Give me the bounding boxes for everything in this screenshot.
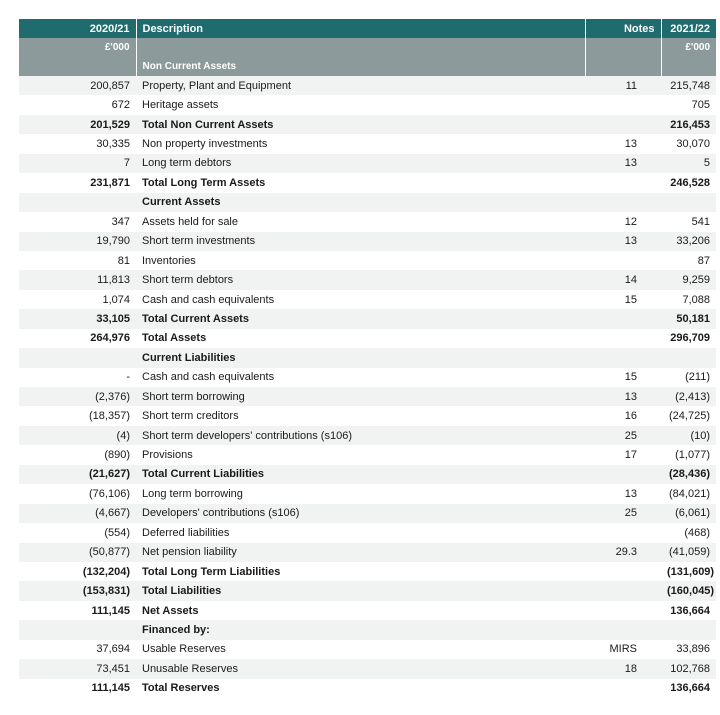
cell-description: Total Assets xyxy=(136,329,585,348)
table-row xyxy=(19,445,716,464)
cell-description: Net Assets xyxy=(136,601,585,620)
cell-prev-year: (132,204) xyxy=(19,562,136,581)
cell-curr-year: (10) xyxy=(661,426,716,445)
cell-description: Net pension liability xyxy=(136,543,585,562)
cell-notes xyxy=(585,115,661,134)
unit-curr-year: £'000 xyxy=(661,38,716,57)
cell-curr-year xyxy=(661,620,716,639)
cell-prev-year: 37,694 xyxy=(19,640,136,659)
cell-notes: 25 xyxy=(585,504,661,523)
cell-prev-year xyxy=(19,348,136,367)
cell-prev-year: 11,813 xyxy=(19,270,136,289)
cell-notes: 13 xyxy=(585,484,661,503)
cell-prev-year: (18,357) xyxy=(19,406,136,425)
cell-description: Cash and cash equivalents xyxy=(136,368,585,387)
cell-curr-year: (6,061) xyxy=(661,504,716,523)
balance-sheet-table xyxy=(19,19,716,698)
cell-notes: MIRS xyxy=(585,640,661,659)
cell-description: Total Current Liabilities xyxy=(136,465,585,484)
cell-prev-year xyxy=(19,193,136,212)
header-prev-year: 2020/21 xyxy=(19,19,136,38)
cell-notes xyxy=(585,173,661,192)
cell-notes: 13 xyxy=(585,134,661,153)
header-row xyxy=(19,19,716,38)
cell-prev-year: (153,831) xyxy=(19,581,136,600)
table-row xyxy=(19,134,716,153)
cell-description: Inventories xyxy=(136,251,585,270)
cell-curr-year: 33,896 xyxy=(661,640,716,659)
cell-prev-year: 33,105 xyxy=(19,309,136,328)
table-row xyxy=(19,620,716,639)
table-row xyxy=(19,95,716,114)
cell-description: Total Reserves xyxy=(136,679,585,698)
cell-prev-year: 111,145 xyxy=(19,679,136,698)
cell-notes: 25 xyxy=(585,426,661,445)
cell-curr-year: 9,259 xyxy=(661,270,716,289)
cell-description: Long term debtors xyxy=(136,154,585,173)
cell-description: Property, Plant and Equipment xyxy=(136,76,585,95)
table-row xyxy=(19,173,716,192)
cell-notes xyxy=(585,329,661,348)
cell-notes xyxy=(585,581,661,600)
cell-notes xyxy=(585,465,661,484)
cell-curr-year: 7,088 xyxy=(661,290,716,309)
cell-description: Non property investments xyxy=(136,134,585,153)
cell-curr-year: (84,021) xyxy=(661,484,716,503)
cell-description: Financed by: xyxy=(136,620,585,639)
cell-notes: 15 xyxy=(585,368,661,387)
cell-prev-year: (4,667) xyxy=(19,504,136,523)
cell-description: Short term creditors xyxy=(136,406,585,425)
cell-notes: 15 xyxy=(585,290,661,309)
cell-prev-year: 347 xyxy=(19,212,136,231)
cell-prev-year: (21,627) xyxy=(19,465,136,484)
cell-prev-year xyxy=(19,620,136,639)
table-row xyxy=(19,484,716,503)
cell-curr-year: (1,077) xyxy=(661,445,716,464)
table-row xyxy=(19,193,716,212)
cell-notes xyxy=(585,523,661,542)
cell-description: Total Non Current Assets xyxy=(136,115,585,134)
cell-description: Short term investments xyxy=(136,232,585,251)
cell-description: Short term borrowing xyxy=(136,387,585,406)
table-row xyxy=(19,348,716,367)
cell-description: Total Long Term Liabilities xyxy=(136,562,585,581)
table-row xyxy=(19,251,716,270)
cell-description: Total Current Assets xyxy=(136,309,585,328)
cell-prev-year: (50,877) xyxy=(19,543,136,562)
cell-description: Heritage assets xyxy=(136,95,585,114)
table-row xyxy=(19,290,716,309)
cell-prev-year: - xyxy=(19,368,136,387)
cell-curr-year: 136,664 xyxy=(661,601,716,620)
table-row xyxy=(19,504,716,523)
header-curr-year: 2021/22 xyxy=(661,19,716,38)
cell-curr-year: (131,609) xyxy=(661,562,716,581)
table-row xyxy=(19,659,716,678)
cell-notes xyxy=(585,348,661,367)
table-row xyxy=(19,523,716,542)
cell-description: Unusable Reserves xyxy=(136,659,585,678)
cell-description: Assets held for sale xyxy=(136,212,585,231)
cell-prev-year: 201,529 xyxy=(19,115,136,134)
cell-notes xyxy=(585,193,661,212)
cell-curr-year: 215,748 xyxy=(661,76,716,95)
table-row xyxy=(19,465,716,484)
cell-curr-year: 216,453 xyxy=(661,115,716,134)
header-description: Description xyxy=(136,19,585,38)
cell-notes xyxy=(585,601,661,620)
table-row xyxy=(19,329,716,348)
cell-prev-year: 73,451 xyxy=(19,659,136,678)
cell-curr-year: 705 xyxy=(661,95,716,114)
cell-description: Current Liabilities xyxy=(136,348,585,367)
unit-row xyxy=(19,38,716,57)
table-row xyxy=(19,76,716,95)
cell-curr-year: 33,206 xyxy=(661,232,716,251)
cell-prev-year: (4) xyxy=(19,426,136,445)
balance-sheet xyxy=(19,19,716,698)
cell-description: Long term borrowing xyxy=(136,484,585,503)
cell-prev-year: 264,976 xyxy=(19,329,136,348)
cell-notes xyxy=(585,620,661,639)
cell-curr-year: (211) xyxy=(661,368,716,387)
cell-curr-year: 102,768 xyxy=(661,659,716,678)
cell-curr-year: 50,181 xyxy=(661,309,716,328)
cell-prev-year: (890) xyxy=(19,445,136,464)
cell-curr-year xyxy=(661,348,716,367)
section-heading: Non Current Assets xyxy=(136,57,585,76)
cell-prev-year: (554) xyxy=(19,523,136,542)
cell-prev-year: 81 xyxy=(19,251,136,270)
cell-description: Developers' contributions (s106) xyxy=(136,504,585,523)
cell-prev-year: (76,106) xyxy=(19,484,136,503)
cell-notes xyxy=(585,679,661,698)
table-row xyxy=(19,309,716,328)
section-heading-row xyxy=(19,57,716,76)
cell-notes: 13 xyxy=(585,154,661,173)
cell-curr-year: 136,664 xyxy=(661,679,716,698)
table-row xyxy=(19,115,716,134)
table-row xyxy=(19,368,716,387)
table-row xyxy=(19,212,716,231)
cell-description: Current Assets xyxy=(136,193,585,212)
cell-notes xyxy=(585,95,661,114)
cell-description: Usable Reserves xyxy=(136,640,585,659)
cell-curr-year: (41,059) xyxy=(661,543,716,562)
table-row xyxy=(19,232,716,251)
table-row xyxy=(19,601,716,620)
cell-curr-year: 87 xyxy=(661,251,716,270)
cell-notes: 18 xyxy=(585,659,661,678)
cell-notes xyxy=(585,251,661,270)
table-body xyxy=(19,76,716,698)
header-notes: Notes xyxy=(585,19,661,38)
cell-notes: 13 xyxy=(585,232,661,251)
table-row xyxy=(19,581,716,600)
cell-curr-year: 296,709 xyxy=(661,329,716,348)
cell-curr-year: (160,045) xyxy=(661,581,716,600)
cell-description: Short term developers' contributions (s106) xyxy=(136,426,585,445)
cell-prev-year: 111,145 xyxy=(19,601,136,620)
cell-prev-year: 7 xyxy=(19,154,136,173)
cell-curr-year: 246,528 xyxy=(661,173,716,192)
cell-notes: 14 xyxy=(585,270,661,289)
cell-curr-year: 5 xyxy=(661,154,716,173)
table-row xyxy=(19,679,716,698)
cell-curr-year xyxy=(661,193,716,212)
cell-notes: 29.3 xyxy=(585,543,661,562)
cell-notes: 16 xyxy=(585,406,661,425)
cell-notes xyxy=(585,562,661,581)
cell-description: Total Long Term Assets xyxy=(136,173,585,192)
cell-description: Cash and cash equivalents xyxy=(136,290,585,309)
table-row xyxy=(19,640,716,659)
cell-prev-year: 672 xyxy=(19,95,136,114)
table-row xyxy=(19,406,716,425)
cell-description: Total Liabilities xyxy=(136,581,585,600)
cell-curr-year: 30,070 xyxy=(661,134,716,153)
table-row xyxy=(19,270,716,289)
table-row xyxy=(19,154,716,173)
cell-prev-year: 200,857 xyxy=(19,76,136,95)
cell-prev-year: 19,790 xyxy=(19,232,136,251)
cell-curr-year: (28,436) xyxy=(661,465,716,484)
cell-notes: 11 xyxy=(585,76,661,95)
cell-description: Deferred liabilities xyxy=(136,523,585,542)
cell-curr-year: 541 xyxy=(661,212,716,231)
cell-prev-year: 231,871 xyxy=(19,173,136,192)
cell-notes: 17 xyxy=(585,445,661,464)
cell-description: Provisions xyxy=(136,445,585,464)
table-row xyxy=(19,543,716,562)
cell-prev-year: (2,376) xyxy=(19,387,136,406)
table-row xyxy=(19,387,716,406)
unit-prev-year: £'000 xyxy=(19,38,136,57)
cell-curr-year: (2,413) xyxy=(661,387,716,406)
cell-notes xyxy=(585,309,661,328)
cell-prev-year: 1,074 xyxy=(19,290,136,309)
table-row xyxy=(19,426,716,445)
cell-curr-year: (468) xyxy=(661,523,716,542)
cell-prev-year: 30,335 xyxy=(19,134,136,153)
cell-curr-year: (24,725) xyxy=(661,406,716,425)
table-row xyxy=(19,562,716,581)
cell-description: Short term debtors xyxy=(136,270,585,289)
cell-notes: 12 xyxy=(585,212,661,231)
cell-notes: 13 xyxy=(585,387,661,406)
